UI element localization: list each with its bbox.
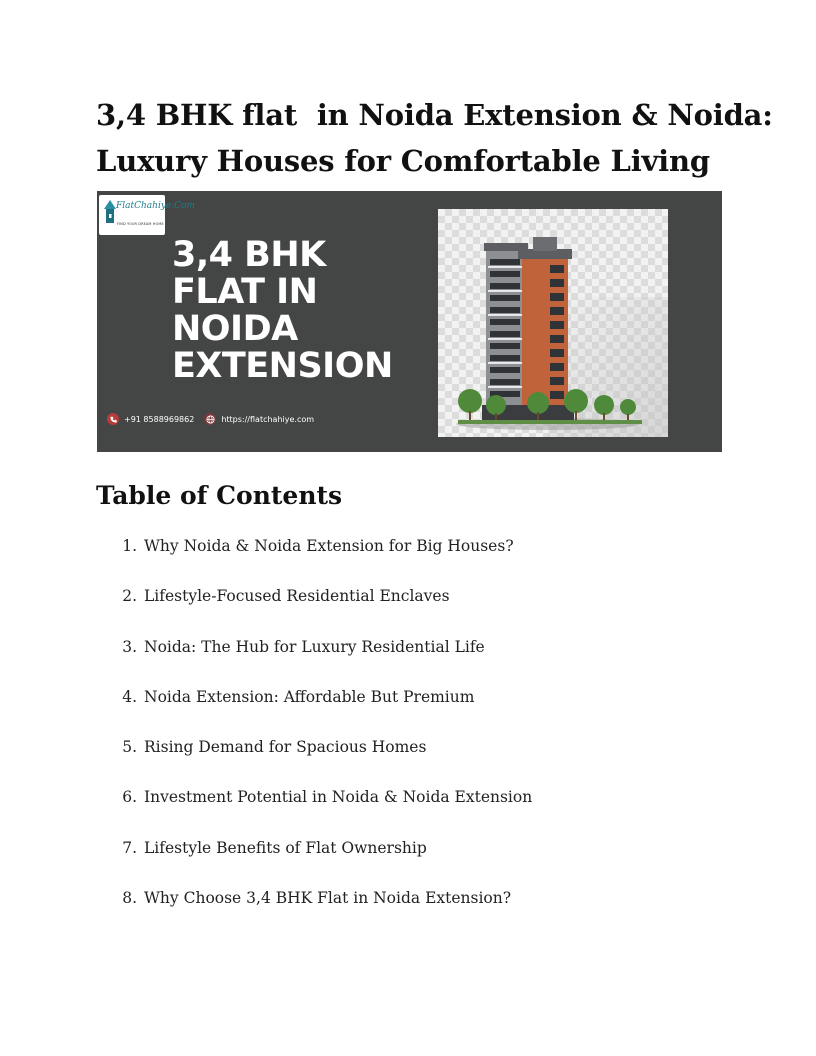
toc-item[interactable] (96, 883, 716, 933)
apartment-building-illustration (438, 209, 668, 437)
toc-item[interactable] (96, 632, 716, 682)
table-of-contents (96, 531, 716, 933)
logo-tagline: FIND YOUR DREAM HOME (117, 222, 164, 226)
headline-line-2: FLAT IN (172, 272, 318, 312)
toc-item[interactable] (96, 581, 716, 631)
toc-item-label: Lifestyle-Focused Residential Enclaves (144, 587, 450, 606)
toc-item-number: 1. (122, 537, 137, 555)
logo-wordmark: FlatChahiye.Com (116, 201, 195, 211)
headline-line-1: 3,4 BHK (172, 235, 326, 275)
toc-item-number: 5. (122, 738, 137, 757)
building-photo (438, 209, 668, 437)
toc-item[interactable] (96, 833, 716, 883)
title-line-2: Luxury Houses for Comfortable Living (96, 144, 710, 178)
house-logo-icon (103, 197, 117, 225)
toc-item-number: 6. (122, 788, 137, 807)
headline-line-3: NOIDA (172, 309, 298, 349)
headline-line-4: EXTENSION (172, 346, 393, 386)
toc-item-number: 2. (122, 587, 137, 606)
toc-item-label: Why Choose 3,4 BHK Flat in Noida Extension? (144, 889, 512, 908)
banner-contact-bar (107, 411, 314, 427)
toc-item-label: Investment Potential in Noida & Noida Extension (144, 788, 533, 807)
title-line-1: 3,4 BHK flat in Noida Extension & Noida: (96, 98, 773, 132)
toc-item-number: 8. (122, 889, 137, 908)
toc-item-label: Rising Demand for Spacious Homes (144, 738, 427, 757)
toc-item-label: Noida Extension: Affordable But Premium (144, 687, 475, 706)
toc-item[interactable] (96, 531, 716, 581)
toc-item-label: Noida: The Hub for Luxury Residential Life (144, 637, 485, 656)
toc-item-number: 7. (122, 838, 137, 857)
globe-icon (204, 413, 216, 425)
toc-item-label: Lifestyle Benefits of Flat Ownership (144, 838, 427, 857)
brand-logo (99, 195, 195, 235)
banner-headline (172, 237, 393, 385)
toc-item-number: 4. (122, 687, 137, 706)
toc-item[interactable] (96, 732, 716, 782)
toc-item-number: 3. (122, 637, 137, 656)
hero-banner-image (97, 191, 722, 452)
page-title (96, 92, 773, 184)
toc-item-label: Why Noida & Noida Extension for Big Houses? (144, 537, 514, 555)
website-url: https://flatchahiye.com (221, 414, 315, 424)
toc-heading: Table of Contents (96, 481, 343, 510)
phone-number: +91 8588969862 (124, 414, 195, 424)
toc-item[interactable] (96, 782, 716, 832)
phone-icon (107, 413, 119, 425)
toc-item[interactable] (96, 682, 716, 732)
